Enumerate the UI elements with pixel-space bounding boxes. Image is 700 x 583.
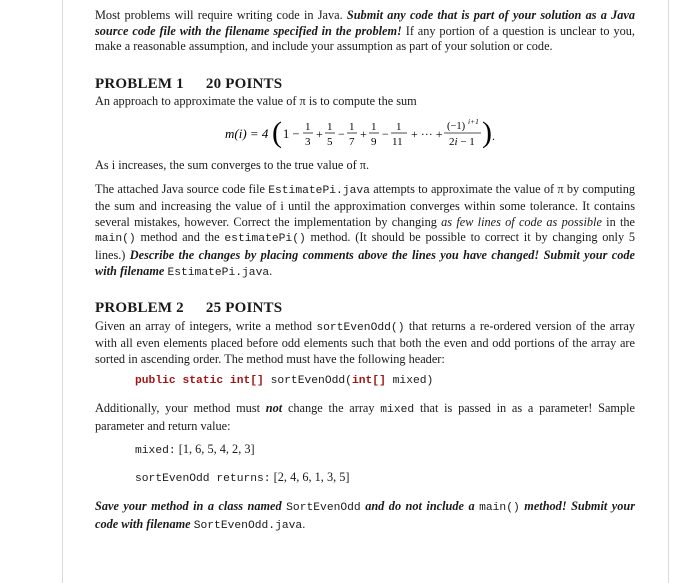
svg-text:11: 11 (392, 135, 403, 148)
svg-text:2i − 1: 2i − 1 (449, 135, 475, 148)
example-output: sortEvenOdd returns: [2, 4, 6, 1, 3, 5] (135, 469, 350, 485)
pi-formula (225, 114, 635, 154)
formula-graphic (225, 114, 525, 154)
document-page (95, 8, 635, 535)
formula-num-1: 1 (305, 120, 311, 133)
svg-text:i+1: i+1 (468, 116, 479, 126)
svg-text:.: . (492, 128, 495, 143)
page-border-right (668, 0, 669, 583)
problem2-constraint: Additionally, your method must not change the array mixed that is passed in as a parameter! Sample parameter and return value: (95, 401, 635, 433)
svg-text:1: 1 (349, 120, 355, 133)
problem1-heading (95, 77, 635, 93)
problem2-title: PROBLEM 2 (95, 300, 184, 317)
svg-text:1: 1 (396, 120, 402, 133)
svg-text:+: + (316, 126, 323, 141)
intro-text-2: If any portion of a question is unclear to you, make a reasonable assumption, and include your assumption as part of your solution or code. (95, 23, 635, 54)
svg-text:9: 9 (371, 135, 377, 148)
main-method-ref: main() (95, 233, 136, 246)
svg-text:1: 1 (327, 120, 333, 133)
svg-text:5: 5 (327, 135, 333, 148)
svg-text:7: 7 (349, 135, 355, 148)
formula-lhs: m(i) = 4 (225, 125, 269, 141)
converge-text: As i increases, the sum converges to the true value of π. (95, 157, 370, 172)
intro-emphasis: Submit any code that is part of your solution as a Java source code file with the filename specified in the problem! (95, 8, 635, 38)
svg-text:1: 1 (371, 120, 377, 133)
problem2-paragraph: Given an array of integers, write a method sortEvenOdd() that returns a re-ordered version of the array with all even elements placed before odd elements such that both the even and odd portions of the array are sorted in ascending order. The method must have the following header: (95, 318, 636, 366)
problem1-intro: An approach to approximate the value of π is to compute the sum (95, 94, 417, 109)
problem1-instruction: Describe the changes by placing comments above the lines you have changed! Submit your code with filename (95, 247, 635, 278)
estimatepi-filename: EstimatePi.java (268, 184, 370, 197)
sortevenodd-method-ref: sortEvenOdd() (316, 321, 405, 334)
problem2-points: 25 POINTS (205, 300, 283, 317)
intro-text: Most problems will require writing code in Java. (95, 8, 343, 22)
example-input: mixed: [1, 6, 5, 4, 2, 3] (135, 442, 255, 458)
problem1-paragraph: The attached Java source code file EstimatePi.java attempts to approximate the value of π by computing the sum and increasing the value of i until the approximation converges within some tolerance. It contains several mistakes, however. Correct the implementation by changing as few lines of code as possible in the main() method and the estimatePi() method. (It should be possible to correct it by changing only 5 lines.) Describe the changes by placing comments above the lines you have changed! Submit your code with filename EstimatePi.java. (95, 181, 636, 279)
svg-text:+ ··· +: + ··· + (411, 126, 443, 141)
estimatepi-filename-2: EstimatePi.java (167, 266, 270, 279)
estimatepi-method-ref: estimatePi() (224, 233, 306, 246)
formula-term-1: 1 − (283, 126, 300, 141)
svg-text:(−1): (−1) (447, 120, 466, 132)
svg-text:+: + (360, 126, 367, 141)
svg-text:−: − (338, 126, 345, 141)
method-signature: public static int[] sortEvenOdd(int[] mixed) (135, 374, 434, 387)
svg-text:3: 3 (305, 135, 311, 148)
formula-paren-right: ) (482, 115, 492, 149)
page-border-left (62, 0, 63, 583)
formula-paren-left: ( (272, 115, 282, 149)
svg-text:−: − (382, 126, 389, 141)
problem1-points: 20 POINTS (205, 75, 283, 92)
problem2-instruction: Save your method in a class named SortEvenOdd and do not include a main() method! Submit your code with filename SortEvenOdd.java. (95, 499, 635, 533)
problem1-title: PROBLEM 1 (95, 75, 184, 92)
intro-paragraph (95, 8, 635, 55)
problem2-heading (95, 301, 635, 317)
